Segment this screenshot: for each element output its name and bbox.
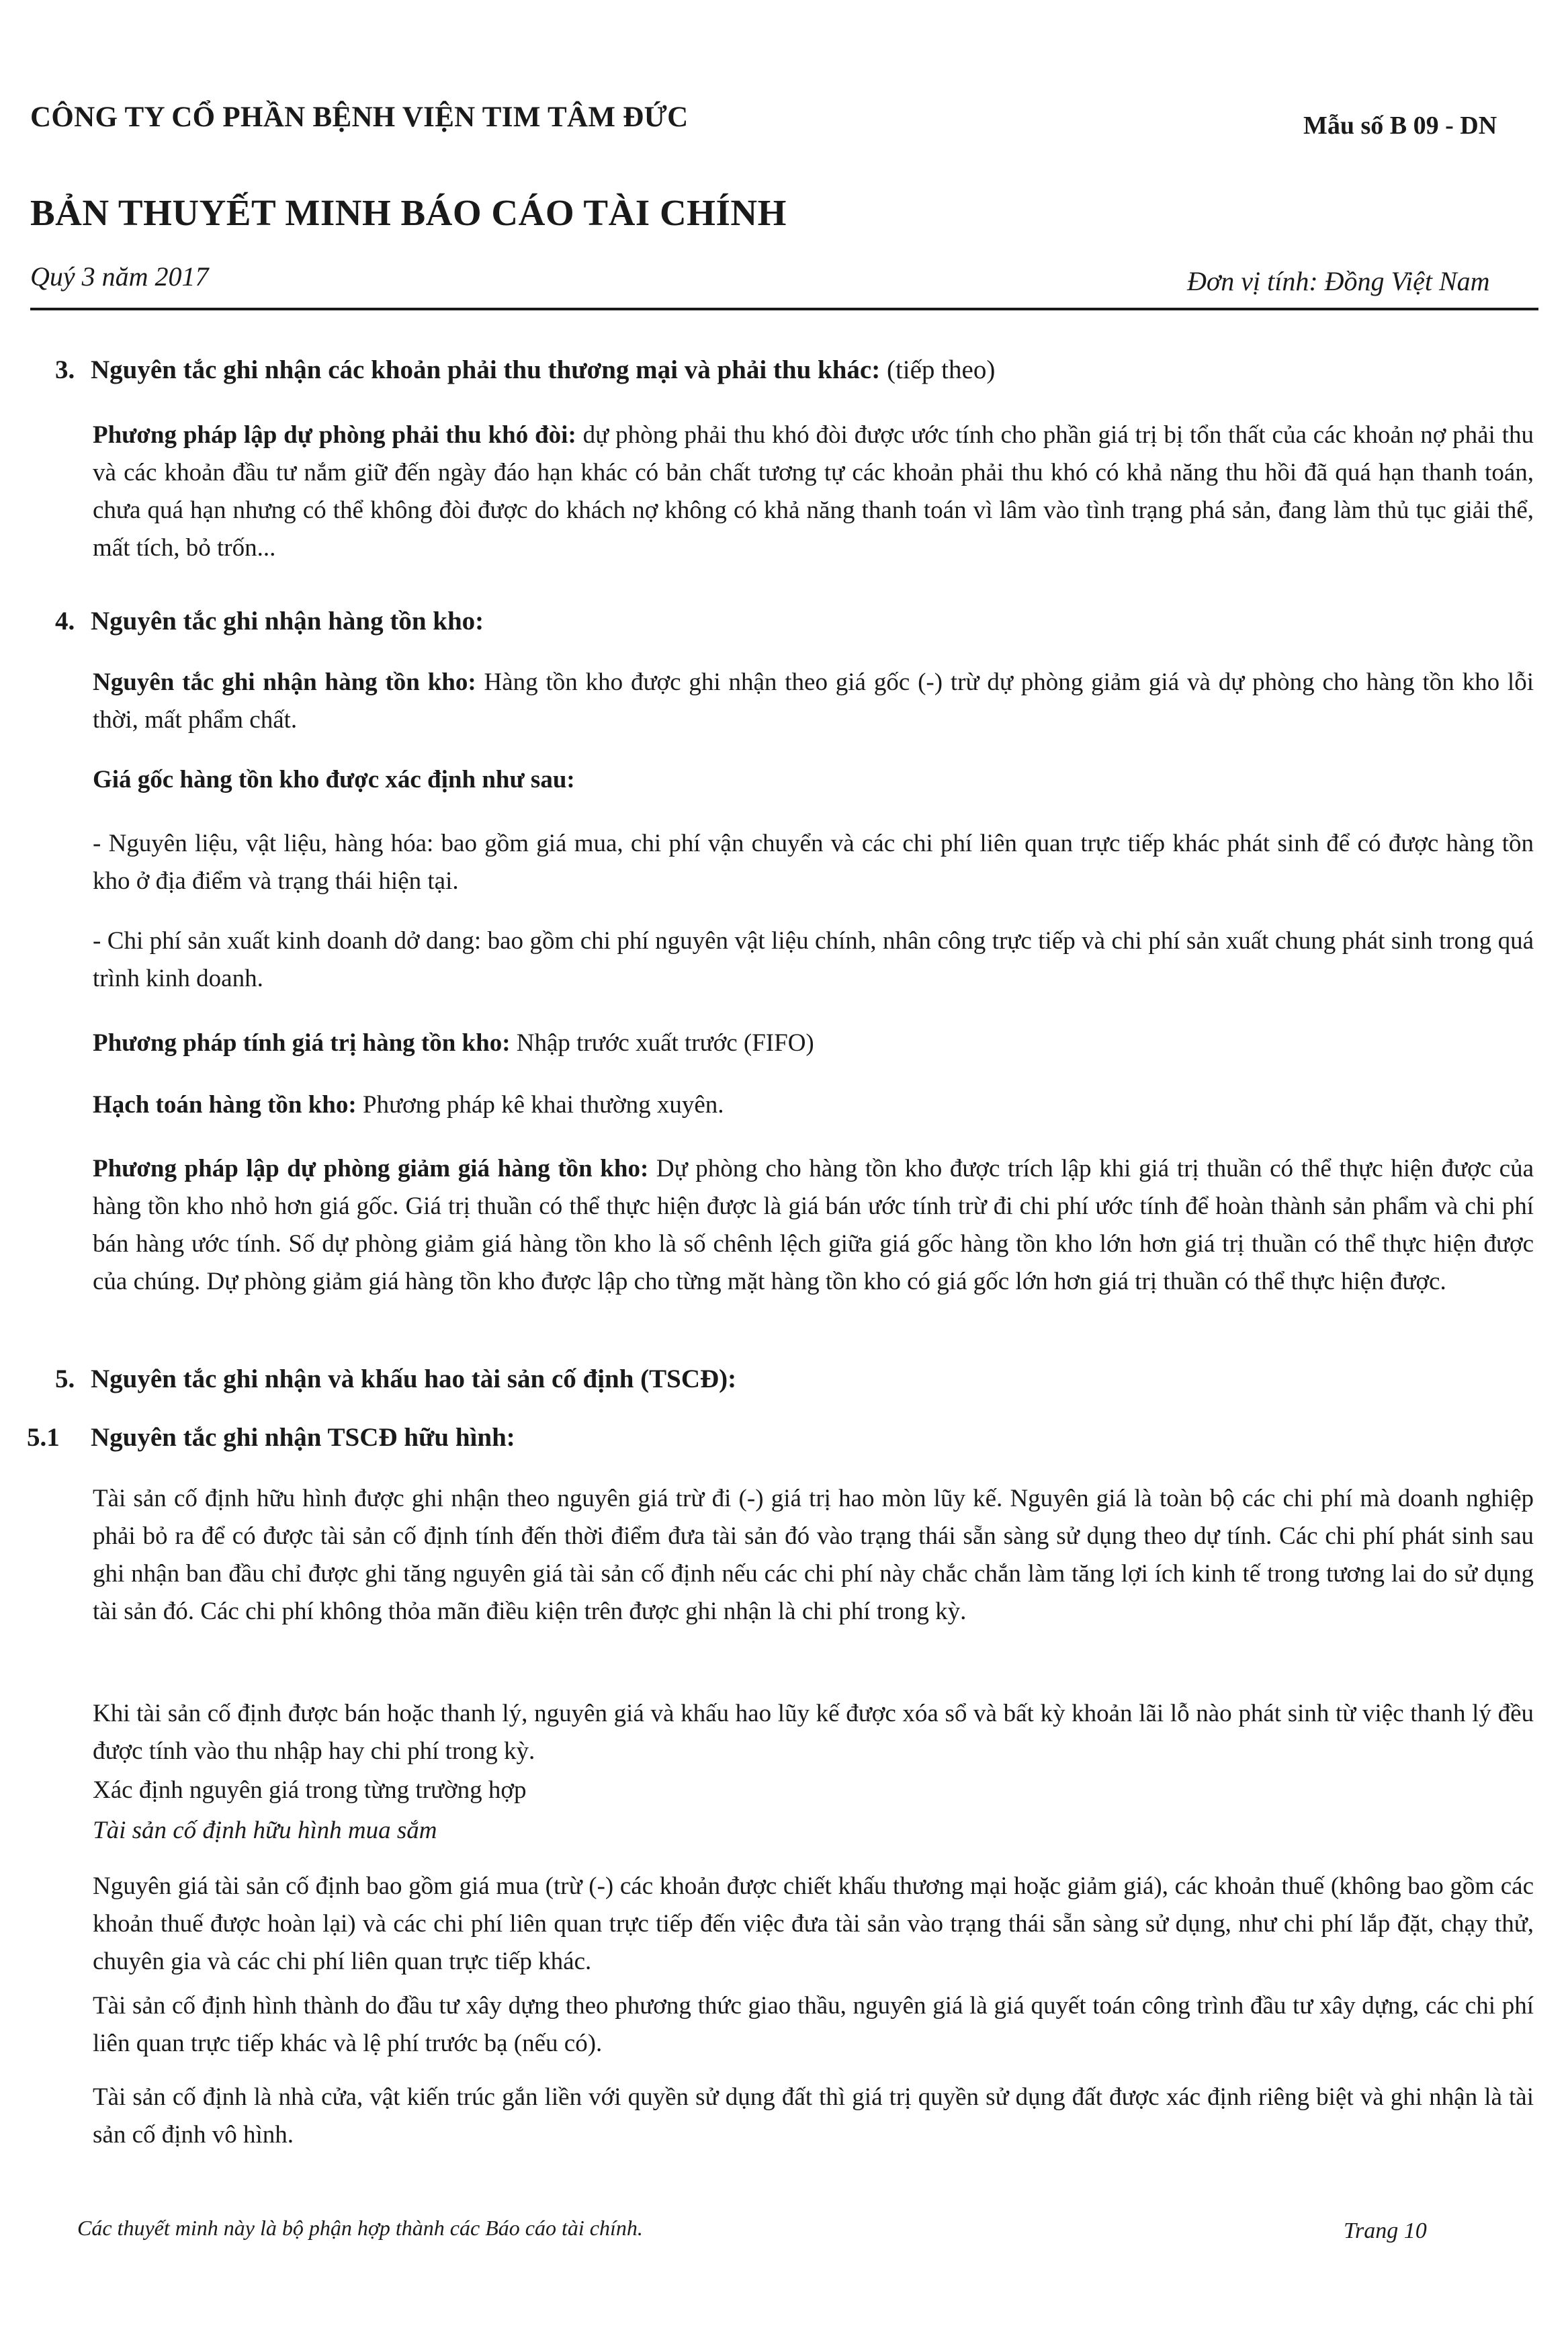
section-3-title-suffix: (tiếp theo) <box>880 355 996 384</box>
tangible-asset-paragraph-6: Tài sản cố định hình thành do đầu tư xây dựng theo phương thức giao thầu, nguyên giá là giá quyết toán công trình đầu tư xây dựng, các chi phí liên quan trực tiếp khác và lệ phí trước bạ (nếu có). <box>93 1992 1534 2057</box>
receivable-provision-text: dự phòng phải thu khó đòi được ước tính cho phần giá trị bị tổn thất của các khoản nợ phải thu và các khoản đầu tư nắm giữ đến ngày đáo hạn khác có bản chất tương tự các khoản phải thu khó có khả năng thu hồi đã quá hạn thanh toán, chưa quá hạn nhưng có thể không đòi được do khách nợ không có khả năng thanh toán vì lâm vào tình trạng phá sản, đang làm thủ tục giải thể, mất tích, bỏ trốn... <box>93 421 1534 562</box>
inventory-cost-heading: Giá gốc hàng tồn kho được xác định như sau: <box>93 766 575 793</box>
inventory-recognition-label: Nguyên tắc ghi nhận hàng tồn kho: <box>93 668 476 696</box>
tangible-asset-paragraph-2: Khi tài sản cố định được bán hoặc thanh lý, nguyên giá và khấu hao lũy kế được xóa sổ và bất kỳ khoản lãi lỗ nào phát sinh từ việc thanh lý đều được tính vào thu nhập hay chi phí trong kỳ. <box>93 1700 1534 1765</box>
purchased-assets-subheading: Tài sản cố định hữu hình mua sắm <box>93 1817 437 1844</box>
inventory-provision-paragraph <box>93 1150 1534 1301</box>
section-5-1-number: 5.1 <box>27 1423 60 1452</box>
report-period: Quý 3 năm 2017 <box>30 261 209 292</box>
inventory-accounting-label: Hạch toán hàng tồn kho: <box>93 1091 357 1119</box>
inventory-valuation-paragraph <box>93 1025 1534 1062</box>
inventory-accounting-text: Phương pháp kê khai thường xuyên. <box>356 1091 724 1119</box>
tangible-asset-paragraph-7: Tài sản cố định là nhà cửa, vật kiến trúc gắn liền với quyền sử dụng đất thì giá trị quyền sử dụng đất được xác định riêng biệt và ghi nhận là tài sản cố định vô hình. <box>93 2083 1534 2149</box>
inventory-cost-bullet-1: - Nguyên liệu, vật liệu, hàng hóa: bao gồm giá mua, chi phí vận chuyển và các chi phí liên quan trực tiếp khác phát sinh để có được hàng tồn kho ở địa điểm và trạng thái hiện tại. <box>93 830 1534 895</box>
section-3-title: Nguyên tắc ghi nhận các khoản phải thu thương mại và phải thu khác: <box>91 355 881 384</box>
section-4-title: Nguyên tắc ghi nhận hàng tồn kho: <box>91 607 484 636</box>
inventory-valuation-label: Phương pháp tính giá trị hàng tồn kho: <box>93 1029 511 1057</box>
section-4-number: 4. <box>55 607 75 636</box>
inventory-cost-bullet-2: - Chi phí sản xuất kinh doanh dở dang: bao gồm chi phí nguyên vật liệu chính, nhân công trực tiếp và chi phí sản xuất chung phát sinh trong quá trình kinh doanh. <box>93 927 1534 992</box>
footer-note: Các thuyết minh này là bộ phận hợp thành các Báo cáo tài chính. <box>77 2216 643 2240</box>
tangible-asset-paragraph-1: Tài sản cố định hữu hình được ghi nhận theo nguyên giá trừ đi (-) giá trị hao mòn lũy kế. Nguyên giá là toàn bộ các chi phí mà doanh nghiệp phải bỏ ra để có được tài sản cố định tính đến thời điểm đưa tài sản đó vào trạng thái sẵn sàng sử dụng theo dự tính. Các chi phí phát sinh sau ghi nhận ban đầu chỉ được ghi tăng nguyên giá tài sản cố định nếu các chi phí này chắc chắn làm tăng lợi ích kinh tế trong tương lai do sử dụng tài sản đó. Các chi phí không thỏa mãn điều kiện trên được ghi nhận là chi phí trong kỳ. <box>93 1485 1534 1625</box>
inventory-provision-text: Dự phòng cho hàng tồn kho được trích lập khi giá trị thuần có thể thực hiện được của hàng tồn kho nhỏ hơn giá gốc. Giá trị thuần có thể thực hiện được là giá bán ước tính trừ đi chi phí ước tính để hoàn thành sản phẩm và chi phí bán hàng ước tính. Số dự phòng giảm giá hàng tồn kho là số chênh lệch giữa giá gốc hàng tồn kho lớn hơn giá trị thuần có thể thực hiện được của chúng. Dự phòng giảm giá hàng tồn kho được lập cho từng mặt hàng tồn kho có giá gốc lớn hơn giá trị thuần có thể thực hiện được. <box>93 1155 1534 1295</box>
document-title: BẢN THUYẾT MINH BÁO CÁO TÀI CHÍNH <box>30 192 787 233</box>
section-3-heading <box>91 355 1535 385</box>
inventory-recognition-text: Hàng tồn kho được ghi nhận theo giá gốc (-) trừ dự phòng giảm giá và dự phòng cho hàng tồn kho lỗi thời, mất phẩm chất. <box>93 668 1534 734</box>
section-5-number: 5. <box>55 1365 75 1393</box>
section-5-title: Nguyên tắc ghi nhận và khấu hao tài sản cố định (TSCĐ): <box>91 1365 737 1393</box>
form-number: Mẫu số B 09 - DN <box>1303 112 1497 140</box>
section-3-number: 3. <box>55 355 75 384</box>
receivable-provision-paragraph <box>93 417 1534 567</box>
currency-unit: Đơn vị tính: Đồng Việt Nam <box>1187 266 1490 296</box>
page-number: Trang 10 <box>1344 2218 1427 2243</box>
inventory-accounting-paragraph <box>93 1086 1534 1124</box>
company-name: CÔNG TY CỔ PHẦN BỆNH VIỆN TIM TÂM ĐỨC <box>30 101 689 133</box>
inventory-provision-label: Phương pháp lập dự phòng giảm giá hàng tồn kho: <box>93 1155 649 1182</box>
header-divider <box>30 308 1538 310</box>
cost-determination-line: Xác định nguyên giá trong từng trường hợp <box>93 1776 527 1804</box>
receivable-provision-label: Phương pháp lập dự phòng phải thu khó đòi: <box>93 421 576 449</box>
section-5-1-title: Nguyên tắc ghi nhận TSCĐ hữu hình: <box>91 1423 515 1452</box>
inventory-valuation-text: Nhập trước xuất trước (FIFO) <box>510 1029 814 1057</box>
tangible-asset-paragraph-5: Nguyên giá tài sản cố định bao gồm giá mua (trừ (-) các khoản được chiết khấu thương mại hoặc giảm giá), các khoản thuế (không bao gồm các khoản thuế được hoàn lại) và các chi phí liên quan trực tiếp đến việc đưa tài sản vào trạng thái sẵn sàng sử dụng, như chi phí lắp đặt, chạy thử, chuyên gia và các chi phí liên quan trực tiếp khác. <box>93 1872 1534 1975</box>
inventory-recognition-paragraph <box>93 664 1534 739</box>
